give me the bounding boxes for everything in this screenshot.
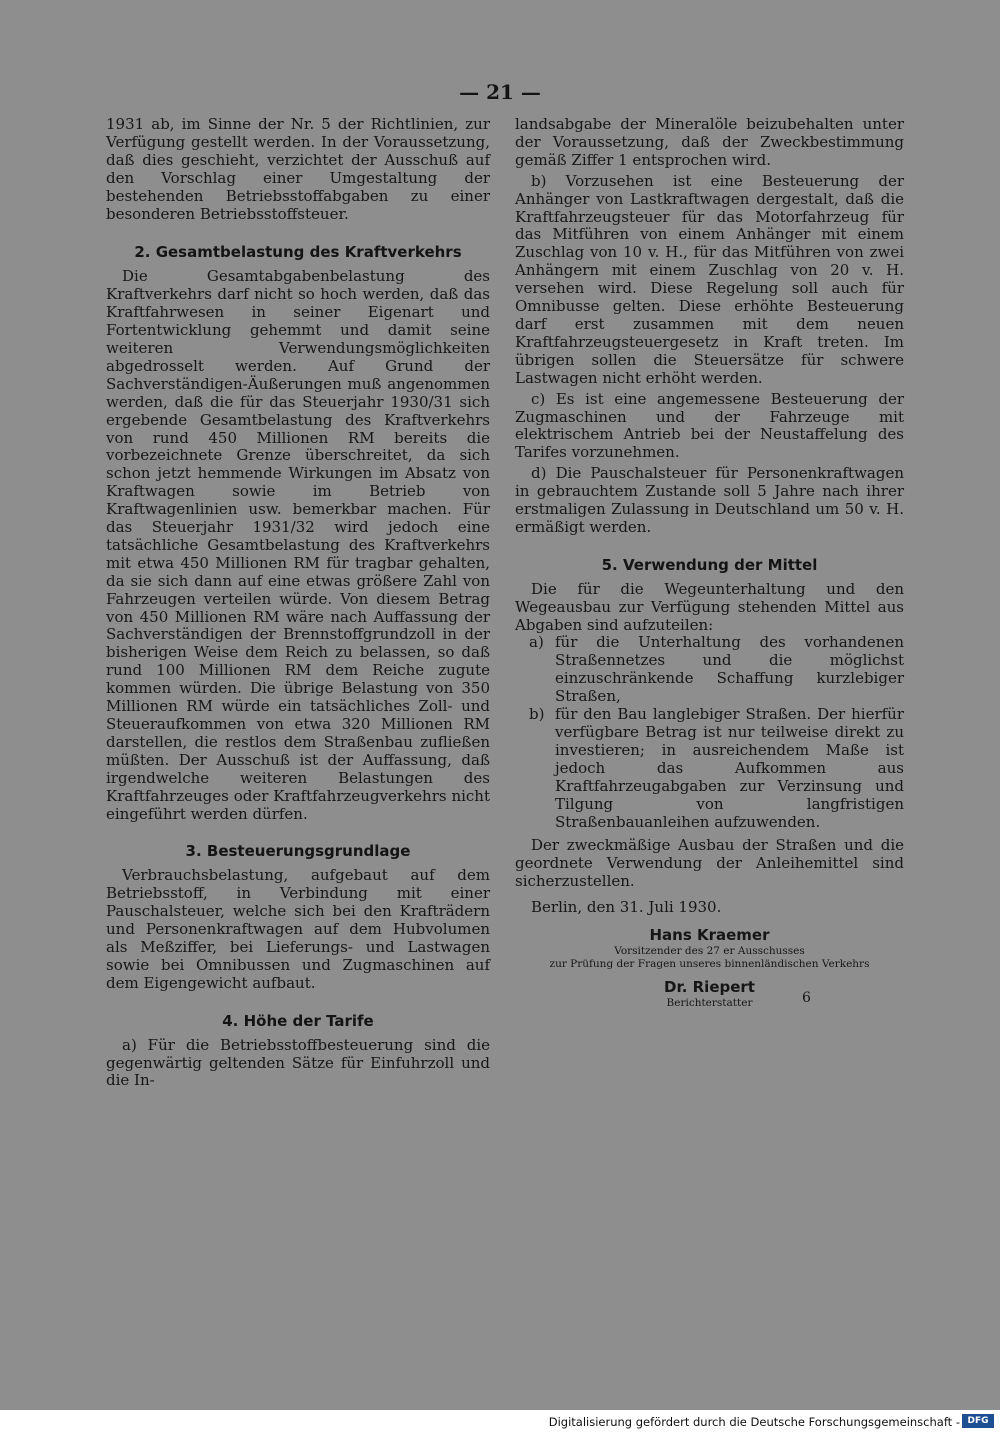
signer-2-name: Dr. Riepert — [664, 977, 755, 996]
closing-paragraph: Der zweckmäßige Ausbau der Straßen und die geordnete Verwendung der Anleihemittel sind sicherzustellen. — [515, 836, 904, 891]
list-item — [515, 634, 904, 706]
list-marker: a) — [529, 633, 544, 652]
signer-1-role-line-2: zur Prüfung der Fragen unseres binnenländischen Verkehrs — [549, 957, 870, 970]
section-4-heading: 4. Höhe der Tarife — [222, 1011, 374, 1030]
list-item — [515, 706, 904, 831]
continuation-paragraph: landsabgabe der Mineralöle beizubehalten unter der Voraussetzung, daß der Zweckbestimmung gemäß Ziffer 1 entsprochen wird. — [515, 115, 904, 169]
section-4-paragraph: a) Für die Betriebsstoffbesteuerung sind die gegenwärtig geltenden Sätze für Einfuhrzoll und die In- — [106, 1035, 490, 1090]
list-marker: b) — [529, 705, 545, 724]
page-number: — 21 — — [459, 80, 541, 104]
list-item-text: für den Bau langlebiger Straßen. Der hierfür verfügbare Betrag ist nur teilweise direkt zu investieren; in ausreichendem Maße ist jedoch das Aufkommen aus Kraftfahrzeugabgaben zur Verzinsung und Tilgung von langfristigen Straßenbauanleihen aufzuwenden. — [555, 705, 904, 831]
left-column — [106, 116, 490, 1090]
item-b-paragraph: b) Vorzusehen ist eine Besteuerung der Anhänger von Lastkraftwagen dergestalt, daß die Kraftfahrzeugsteuer für das Motorfahrzeug für das Mitführen von einem Anhänger mit einem Zuschlag von 10 v. H., für das Mitführen von zwei Anhängern mit einem Zuschlag von 20 v. H. versehen wird. Diese Regelung soll auch für Omnibusse gelten. Diese erhöhte Besteuerung darf erst zusammen mit dem neuen Kraftfahrzeugsteuergesetz in Kraft treten. Im übrigen sollen die Steuersätze für schwere Lastwagen nicht erhöht werden. — [515, 171, 904, 387]
place-date: Berlin, den 31. Juli 1930. — [531, 898, 722, 917]
right-column — [515, 116, 904, 1010]
signer-2-role: Berichterstatter — [666, 996, 753, 1009]
item-d-paragraph: d) Die Pauschalsteuer für Personenkraftwagen in gebrauchtem Zustande soll 5 Jahre nach ihrer erstmaligen Zulassung in Deutschland um 50 v. H. ermäßigt werden. — [515, 464, 904, 536]
item-c-paragraph: c) Es ist eine angemessene Besteuerung der Zugmaschinen und der Fahrzeuge mit elektrischem Antrieb bei der Neustaffelung des Tarifes vorzunehmen. — [515, 389, 904, 462]
intro-paragraph: 1931 ab, im Sinne der Nr. 5 der Richtlinien, zur Verfügung gestellt werden. In der Voraussetzung, daß dies geschieht, verzichtet der Ausschuß auf den Vorschlag einer Umgestaltung der bestehenden Betriebsstoffabgaben zu einer besonderen Betriebsstoffsteuer. — [106, 115, 490, 223]
section-3-heading: 3. Besteuerungsgrundlage — [185, 842, 411, 861]
footer-credit-text: Digitalisierung gefördert durch die Deutsche Forschungsgemeinschaft - — [548, 1415, 960, 1429]
section-2-paragraph: Die Gesamtabgabenbelastung des Kraftverkehrs darf nicht so hoch werden, daß das Kraftfahrwesen in seiner Eigenart und Fortentwicklung gehemmt und damit seine weiteren Verwendungsmöglichkeiten abgedrosselt werden. Auf Grund der Sachverständigen-Äußerungen muß angenommen werden, daß die für das Steuerjahr 1930/31 sich ergebende Gesamtbelastung des Kraftverkehrs von rund 450 Millionen RM bereits die vorbezeichnete Grenze überschreitet, da sich schon jetzt hemmende Wirkungen im Absatz von Kraftwagen sowie im Betrieb von Kraftwagenlinien usw. bemerkbar machen. Für das Steuerjahr 1931/32 wird jedoch eine tatsächliche Gesamtbelastung des Kraftverkehrs mit etwa 450 Millionen RM für tragbar gehalten, da sie sich dann auf eine etwas größere Zahl von Fahrzeugen verteilen würde. Von diesem Betrag von 450 Millionen RM wäre nach Auffassung der Sachverständigen der Brennstoffgrundzoll in der bisherigen Weise dem Reich zu belassen, so daß rund 100 Millionen RM dem Reiche zugute kommen würden. Die übrige Belastung von 350 Millionen RM würde ein tatsächliches Zoll- und Steueraufkommen von etwa 320 Millionen RM darstellen, die restlos dem Straßenbau zufließen müßten. Der Ausschuß ist der Auffassung, daß irgendwelche weiteren Belastungen des Kraftfahrzeuges oder Kraftfahrzeugverkehrs nicht eingeführt werden dürfen. — [106, 267, 490, 823]
section-5-heading: 5. Verwendung der Mittel — [601, 555, 818, 574]
section-3-paragraph: Verbrauchsbelastung, aufgebaut auf dem Betriebsstoff, in Verbindung mit einer Pauschalsteuer, welche sich bei den Krafträdern und Personenkraftwagen auf dem Hubvolumen als Meßziffer, bei Lieferungs- und Lastwagen sowie bei Omnibussen und Zugmaschinen auf dem Eigengewicht aufbaut. — [106, 866, 490, 992]
dfg-logo-icon[interactable]: DFG — [962, 1414, 994, 1428]
section-5-paragraph: Die für die Wegeunterhaltung und den Wegeausbau zur Verfügung stehenden Mittel aus Abgaben sind aufzuteilen: — [515, 579, 904, 634]
sheet-number: 6 — [802, 990, 811, 1006]
list-item-text: für die Unterhaltung des vorhandenen Straßennetzes und die möglichst einzuschränkende Schaffung kurzlebiger Straßen, — [555, 633, 904, 706]
signer-1-name: Hans Kraemer — [649, 926, 770, 945]
footer-bar — [0, 1412, 1000, 1434]
section-2-heading: 2. Gesamtbelastung des Kraftverkehrs — [134, 243, 462, 262]
signer-1-role-line-1: Vorsitzender des 27 er Ausschusses — [614, 944, 805, 957]
